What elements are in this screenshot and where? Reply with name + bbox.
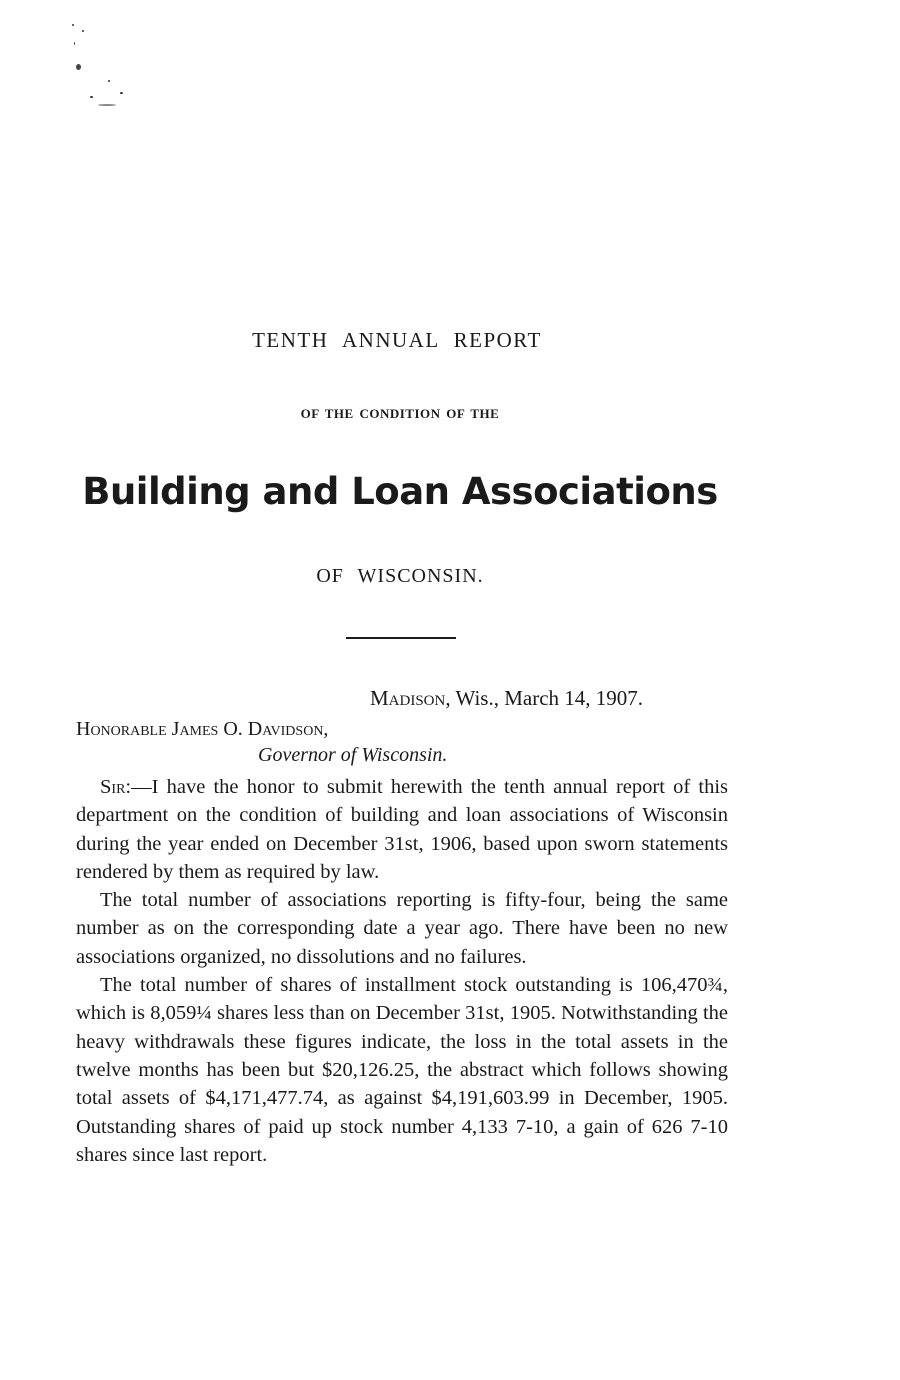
main-title: Building and Loan Associations: [82, 470, 718, 513]
paragraph: [76, 773, 728, 886]
addressee-name: Honorable James O. Davidson,: [76, 718, 329, 740]
paragraph-text: The total number of associations reporting is fifty-four, being the same number as on the corresponding date a year ago. There have been no new associations organized, no dissolutions and no failures.: [76, 889, 728, 968]
dateline: [370, 686, 643, 711]
paragraph: [76, 886, 728, 971]
state-heading: OF WISCONSIN.: [316, 565, 484, 587]
salutation: Sir: [100, 776, 126, 798]
addressee-title: Governor of Wisconsin.: [258, 744, 448, 766]
paragraph-text: The total number of shares of installment stock outstanding is 106,470¾, which is 8,059¼ shares less than on December 31st, 1905. Notwithstanding the heavy withdrawals these figures indicate, the loss in the total assets in the twelve months has been but $20,126.25, the abstract which follows showing total assets of $4,171,477.74, as against $4,191,603.99 in December, 1905. Outstanding shares of paid up stock number 4,133 7-10, a gain of 626 7-10 shares since last report.: [76, 974, 728, 1166]
letter-body: [76, 773, 728, 1169]
report-subtitle: OF THE CONDITION OF THE: [300, 406, 500, 421]
dateline-date: , Wis., March 14, 1907.: [445, 686, 644, 710]
scan-artifact: [68, 22, 158, 122]
divider-rule: [346, 637, 456, 639]
dateline-place: Madison: [370, 686, 446, 710]
paragraph: [76, 971, 728, 1169]
report-title: TENTH ANNUAL REPORT: [252, 328, 542, 352]
paragraph-text: :—I have the honor to submit herewith the tenth annual report of this department on the condition of building and loan associations of Wisconsin during the year ended on December 31st, 1906, based upon sworn statements rendered by them as required by law.: [76, 776, 728, 883]
